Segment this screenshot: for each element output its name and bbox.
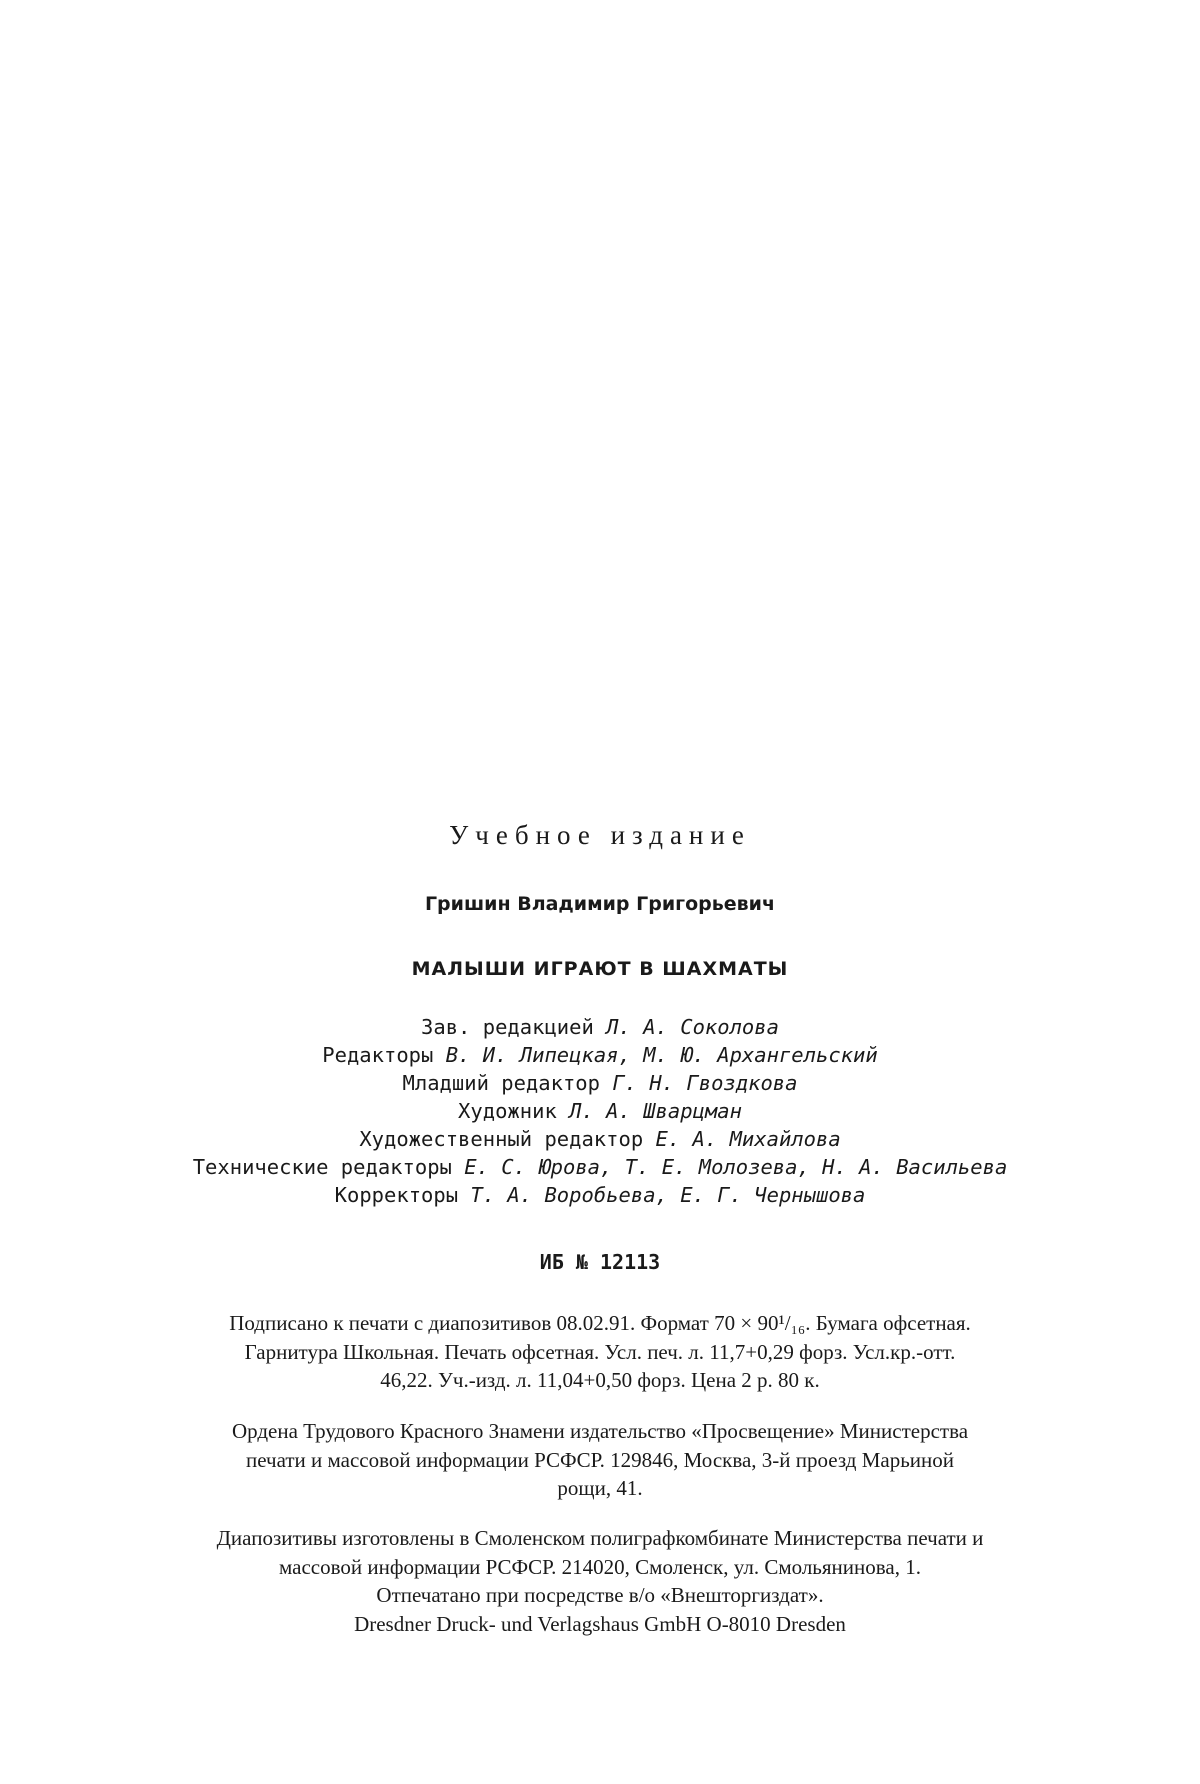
publisher-info-line: Ордена Трудового Красного Знамени издательство «Просвещение» Министерства — [231, 1419, 969, 1443]
credit-names: Е. А. Михайлова — [655, 1127, 841, 1151]
credit-line — [0, 1153, 1200, 1181]
printing-info-line: Dresdner Druck- und Verlagshaus GmbH O-8010 Dresden — [354, 1611, 846, 1636]
credit-names: Т. А. Воробьева, Е. Г. Чернышова — [470, 1183, 866, 1207]
printing-info-line: Диапозитивы изготовлены в Смоленском полиграфкомбинате Министерства печати и — [216, 1526, 984, 1550]
credit-line — [0, 1181, 1200, 1209]
publisher-info — [80, 1417, 1120, 1503]
book-title: МАЛЫШИ ИГРАЮТ В ШАХМАТЫ — [411, 958, 789, 980]
credit-names: Л. А. Соколова — [606, 1015, 779, 1039]
ib-number: ИБ № 12113 — [539, 1250, 661, 1274]
credit-role: Редакторы — [322, 1043, 434, 1067]
credit-role: Младший редактор — [402, 1071, 600, 1095]
printing-info-line: массовой информации РСФСР. 214020, Смоленск, ул. Смольянинова, 1. — [279, 1554, 921, 1579]
credit-role: Художественный редактор — [359, 1127, 644, 1151]
credit-names: Е. С. Юрова, Т. Е. Молозева, Н. А. Васильева — [464, 1155, 1008, 1179]
credit-role: Художник — [458, 1099, 557, 1123]
print-info-line: 46,22. Уч.-изд. л. 11,04+0,50 форз. Цена 2 р. 80 к. — [380, 1368, 820, 1392]
edition-type: Учебное издание — [449, 820, 751, 850]
credit-line — [0, 1013, 1200, 1041]
credit-line — [0, 1041, 1200, 1069]
credit-names: Л. А. Шварцман — [569, 1099, 742, 1123]
printing-info-line: Отпечатано при посредстве в/о «Внешторгиздат». — [376, 1583, 824, 1607]
print-info-line: Подписано к печати с диапозитивов 08.02.91. Формат 70 × 90¹/₁₆. Бумага офсетная. — [229, 1311, 971, 1335]
print-info — [80, 1309, 1120, 1395]
publisher-info-line: печати и массовой информации РСФСР. 129846, Москва, 3-й проезд Марьиной — [245, 1447, 955, 1472]
credit-role: Зав. редакцией — [421, 1015, 594, 1039]
print-info-line: Гарнитура Школьная. Печать офсетная. Усл. печ. л. 11,7+0,29 форз. Усл.кр.-отт. — [244, 1339, 956, 1364]
credit-role: Корректоры — [334, 1183, 459, 1207]
credit-line — [0, 1097, 1200, 1125]
credit-role: Технические редакторы — [192, 1155, 452, 1179]
credit-names: Г. Н. Гвоздкова — [612, 1071, 798, 1095]
printing-info — [80, 1524, 1120, 1638]
credit-names: В. И. Липецкая, М. Ю. Архангельский — [445, 1043, 878, 1067]
author-name: Гришин Владимир Григорьевич — [424, 893, 776, 915]
credit-line — [0, 1069, 1200, 1097]
publisher-info-line: рощи, 41. — [557, 1476, 643, 1500]
credit-line — [0, 1125, 1200, 1153]
credits-list — [0, 1013, 1200, 1209]
